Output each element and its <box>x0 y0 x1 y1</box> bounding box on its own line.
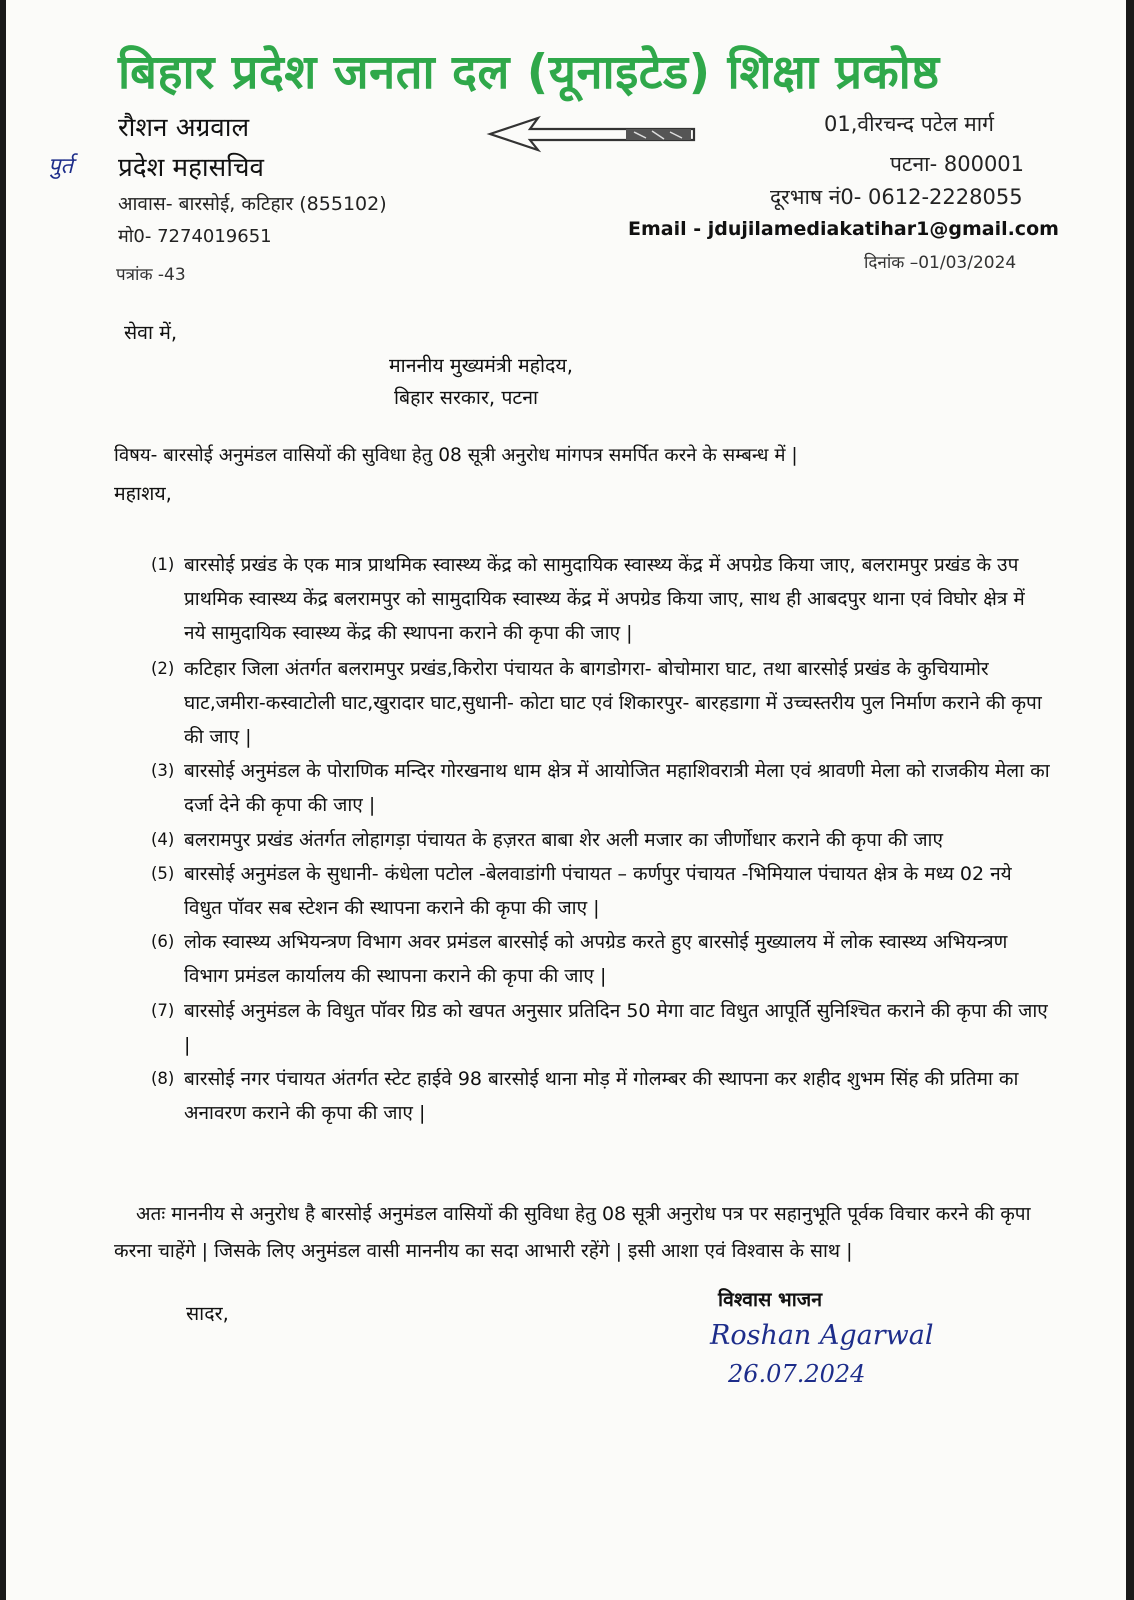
addressee-line1: माननीय मुख्यमंत्री महोदय, <box>389 354 573 377</box>
regards: सादर, <box>186 1302 229 1325</box>
sender-designation: प्रदेश महासचिव <box>118 153 264 183</box>
sender-name: रौशन अग्रवाल <box>118 113 250 143</box>
office-phone: दूरभाष नं0- 0612-2228055 <box>770 185 1023 209</box>
left-arrow-icon <box>486 114 698 154</box>
item-number: (4) <box>151 829 175 849</box>
item-number: (3) <box>151 761 175 781</box>
list-item <box>151 754 1051 822</box>
item-text: बारसोई अनुमंडल के पोराणिक मन्दिर गोरखनाथ धाम क्षेत्र में आयोजित महाशिवरात्री मेला एवं श्रावणी मेला को राजकीय मेला का दर्जा देने की कृपा की जाए | <box>184 760 1050 817</box>
office-address: 01,वीरचन्द पटेल मार्ग <box>824 112 994 136</box>
letter-number: पत्रांक -43 <box>116 265 186 285</box>
signature-name: Roshan Agarwal <box>710 1320 934 1351</box>
closing-paragraph: अतः माननीय से अनुरोध है बारसोई अनुमंडल वासियों की सुविधा हेतु 08 सूत्री अनुरोध पत्र पर सहानुभूति पूर्वक विचार करने की कृपा करना चाहेंगे | जिसके लिए अनुमंडल वासी माननीय का सदा आभारी रहेंगे | इसी आशा एवं विश्वास के साथ | <box>114 1203 1031 1262</box>
addressee-line2: बिहार सरकार, पटना <box>394 386 539 409</box>
list-item <box>151 823 1051 857</box>
demand-list <box>151 548 1051 1130</box>
list-item <box>151 1062 1051 1130</box>
item-number: (8) <box>151 1069 175 1089</box>
item-text: बलरामपुर प्रखंड अंतर्गत लोहागड़ा पंचायत के हज़रत बाबा शेर अली मजार का जीर्णोधार कराने की कृपा की जाए <box>184 828 943 851</box>
item-text: बारसोई प्रखंड के एक मात्र प्राथमिक स्वास्थ्य केंद्र को सामुदायिक स्वास्थ्य केंद्र में अपग्रेड किया जाए, बलरामपुर प्रखंड के उप प्राथमिक स्वास्थ्य केंद्र बलरामपुर को सामुदायिक स्वास्थ्य केंद्र में अपग्रेड किया जाए, साथ ही आबदपुर थाना एवं विघोर क्षेत्र में नये सामुदायिक स्वास्थ्य केंद्र की स्थापना कराने की कृपा की जाए | <box>184 554 1025 645</box>
item-text: बारसोई नगर पंचायत अंतर्गत स्टेट हाईवे 98 बारसोई थाना मोड़ में गोलम्बर की स्थापना कर शहीद शुभम सिंह की प्रतिमा का अनावरण कराने की कृपा की जाए | <box>184 1068 1019 1125</box>
item-text: बारसोई अनुमंडल के विधुत पॉवर ग्रिड को खपत अनुसार प्रतिदिन 50 मेगा वाट विधुत आपूर्ति सुनिश्चित कराने की कृपा की जाए | <box>184 999 1048 1056</box>
item-text: कटिहार जिला अंतर्गत बलरामपुर प्रखंड,किरोरा पंचायत के बागडोगरा- बोचोमारा घाट, तथा बारसोई प्रखंड के कुचियामोर घाट,जमीरा-कस्वाटोली घाट,खुरादार घाट,सुधानी- कोटा घाट एवं शिकारपुर- बारहडागा में उच्चस्तरीय पुल निर्माण कराने की कृपा की जाए | <box>184 657 1042 749</box>
item-text: बारसोई अनुमंडल के सुधानी- कंधेला पटोल -बेलवाडांगी पंचायत – कर्णपुर पंचायत -भिमियाल पंचायत क्षेत्र के मध्य 02 नये विधुत पॉवर सब स्टेशन की स्थापना कराने की कृपा की जाए | <box>184 862 1012 920</box>
item-number: (6) <box>151 932 175 952</box>
list-item <box>151 548 1051 651</box>
sender-residence: आवास- बारसोई, कटिहार (855102) <box>118 193 387 215</box>
item-number: (2) <box>151 658 175 678</box>
list-item <box>151 857 1051 925</box>
item-number: (5) <box>151 863 175 883</box>
subject: विषय- बारसोई अनुमंडल वासियों की सुविधा हेतु 08 सूत्री अनुरोध मांगपत्र समर्पित करने के सम्बन्ध में | <box>114 445 798 466</box>
signature-date: 26.07.2024 <box>728 1360 866 1388</box>
item-text: लोक स्वास्थ्य अभियन्त्रण विभाग अवर प्रमंडल बारसोई को अपग्रेड करते हुए बारसोई मुख्यालय में लोक स्वास्थ्य अभियन्त्रण विभाग प्रमंडल कार्यालय की स्थापना कराने की कृपा की जाए | <box>184 931 1008 988</box>
list-item <box>151 994 1051 1062</box>
item-number: (1) <box>151 555 175 574</box>
greeting: महाशय, <box>114 482 172 505</box>
email: Email - jdujilamediakatihar1@gmail.com <box>628 218 1059 240</box>
sender-mobile: मो0- 7274019651 <box>118 226 272 247</box>
list-item <box>151 925 1051 993</box>
item-number: (7) <box>151 1000 175 1020</box>
letterhead-title: बिहार प्रदेश जनता दल (यूनाइटेड) शिक्षा प्रकोष्ठ <box>118 45 940 100</box>
salutation-to: सेवा में, <box>124 321 178 344</box>
letter-page <box>6 0 1126 1600</box>
sign-off: विश्वास भाजन <box>718 1288 823 1311</box>
handwritten-note: पुर्त <box>48 154 74 179</box>
list-item <box>151 652 1051 755</box>
office-city: पटना- 800001 <box>890 152 1025 176</box>
letter-date: दिनांक –01/03/2024 <box>864 253 1017 273</box>
